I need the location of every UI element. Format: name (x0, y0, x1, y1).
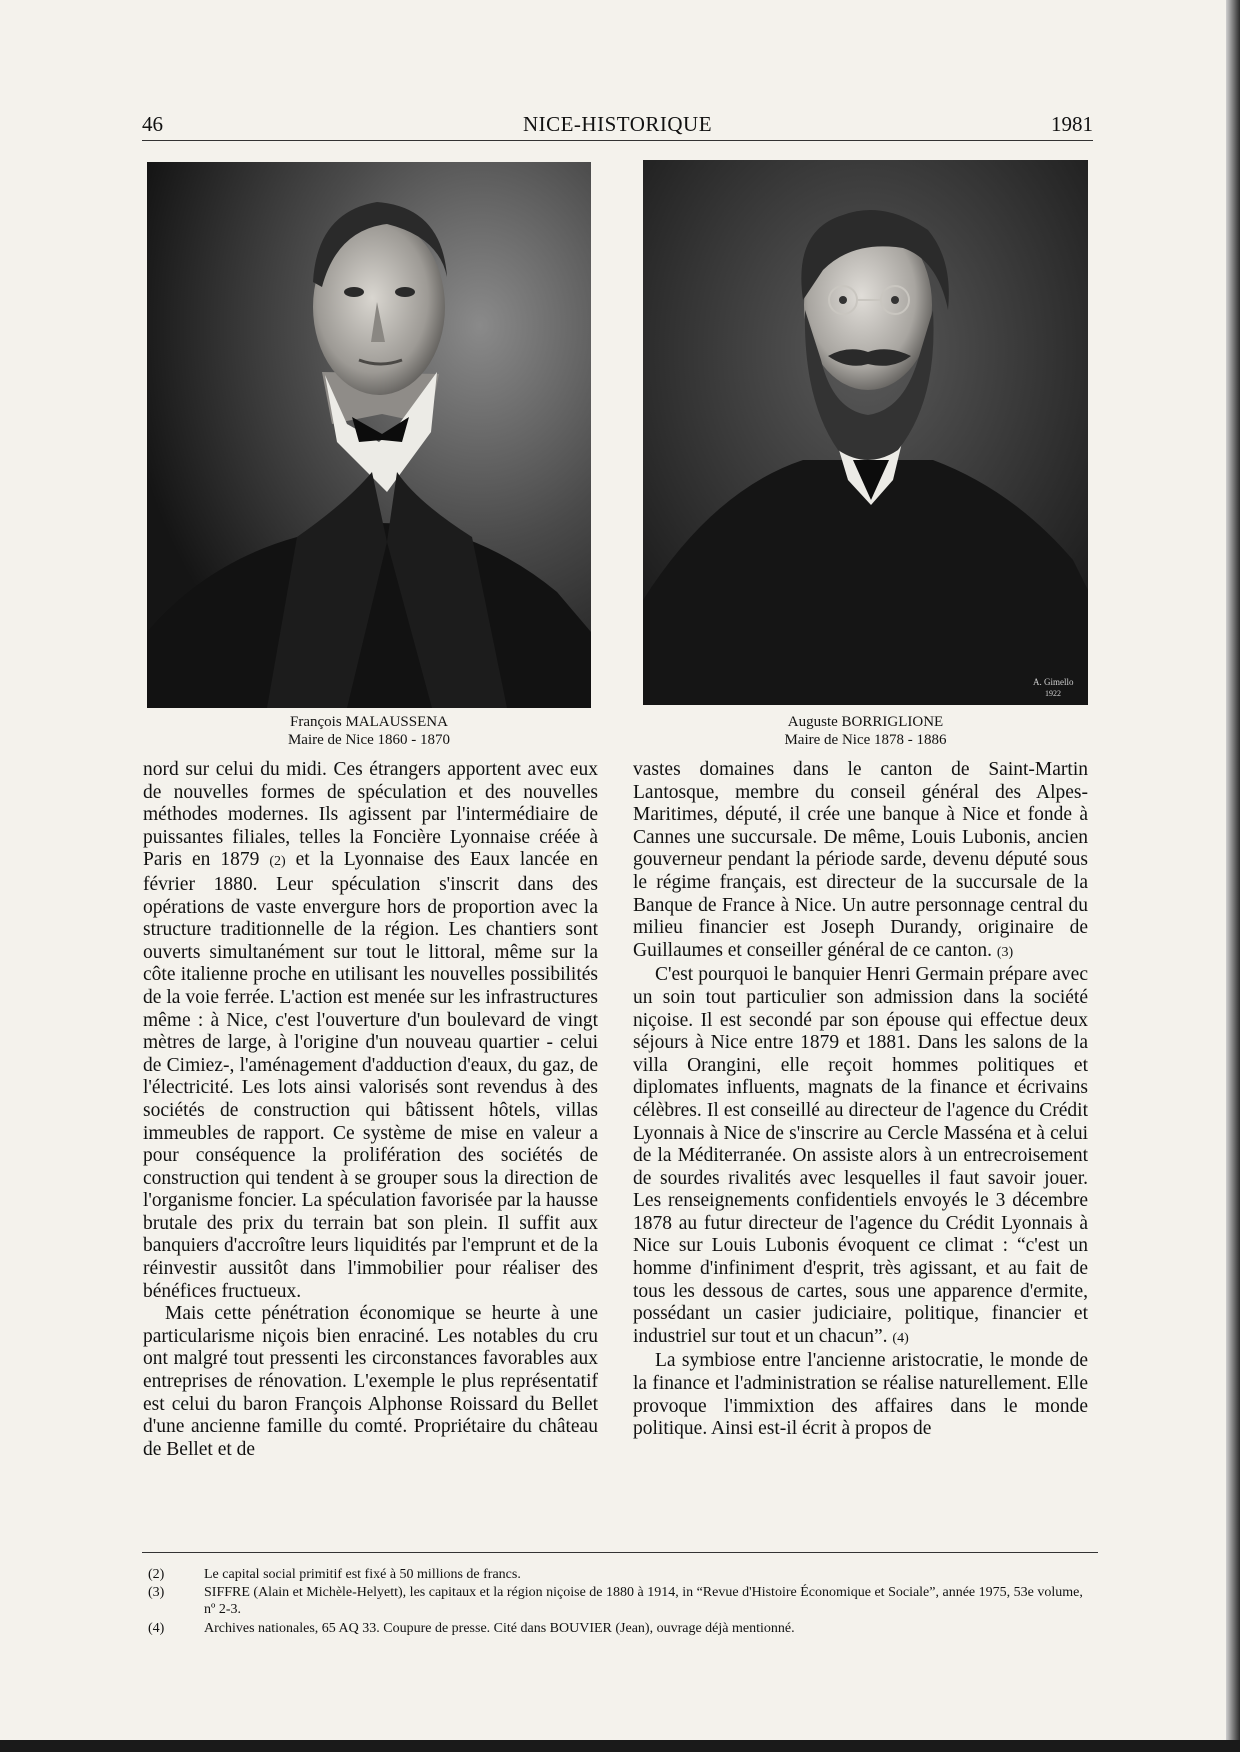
footnote-divider (142, 1552, 1098, 1553)
footnote-ref: (3) (996, 944, 1014, 960)
text-column-right (633, 759, 1088, 1441)
paragraph: Mais cette pénétration économique se heurte à une particularisme niçois bien enraciné. Les notables du cru ont malgré tout pressenti les circonstances favorables aux entreprises de rénovation. L'exemple le plus représentatif est celui du baron François Alphonse Roissard du Bellet d'une ancienne famille du comté. Propriétaire du château de Bellet et de (143, 1303, 598, 1460)
footnote-ref: (4) (892, 1330, 909, 1346)
caption-title: Maire de Nice 1860 - 1870 (287, 732, 451, 748)
caption-name: François MALAUSSENA (290, 714, 448, 730)
painter-signature: A. Gimello (1033, 677, 1074, 687)
caption-right (643, 713, 1088, 749)
caption-name: Auguste BORRIGLIONE (787, 714, 944, 730)
page-number: 46 (142, 112, 163, 136)
portrait-malaussena (147, 162, 591, 708)
scan-bottom-edge (0, 1740, 1240, 1752)
publication-year: 1981 (1051, 112, 1093, 136)
portrait-borriglione (643, 160, 1088, 705)
text-column-left (143, 759, 598, 1461)
journal-title: NICE-HISTORIQUE (522, 112, 713, 136)
caption-left (147, 713, 591, 749)
paragraph: nord sur celui du midi. Ces étrangers apportent avec eux de nouvelles formes de spéculation et des nouvelles méthodes modernes. Ils agissent par l'intermédiaire de puissantes filiales, telles la Foncière Lyonnaise créée à Paris en 1879 (2) et la Lyonnaise des Eaux lancée en février 1880. Leur spéculation s'inscrit dans des opérations de vaste envergure hors de proportion avec la structure traditionnelle de la région. Les chantiers sont ouverts simultanément sur tout le littoral, même sur la côte italienne proche en utilisant les nouvelles possibilités de la voie ferrée. L'action est menée sur les infrastructures même : à Nice, c'est l'ouverture d'un boulevard de vingt mètres de large, à l'origine d'un nouveau quartier - celui de Cimiez-, l'aménagement d'adduction d'eaux, du gaz, de l'électricité. Les lots ainsi valorisés sont revendus à des sociétés de construction qui bâtissent hôtels, villas immeubles de rapport. Ce système de mise en valeur a pour conséquence la prolifération des sociétés de construction qui tendent à se grouper sous la direction de l'organisme foncier. La spéculation favorisée par la hausse brutale des prix du terrain bat son plein. Il suffit aux banquiers d'accroître leurs liquidités par l'emprunt et de la réinvestir aussitôt dans l'immobilier pour réaliser des bénéfices fructueux. (143, 759, 599, 1302)
paragraph: vastes domaines dans le canton de Saint-Martin Lantosque, membre du conseil général des Alpes-Maritimes, député, il crée une banque à Nice et fonde à Cannes une succursale. De même, Louis Lubonis, ancien gouverneur pendant la période sarde, devenu député sous le régime français, est directeur de la succursale de la Banque de France à Nice. Un autre personnage central du milieu financier est Joseph Durandy, originaire de Guillaumes et conseiller général de ce canton. (3) (633, 759, 1088, 961)
paragraph: La symbiose entre l'ancienne aristocratie, le monde de la finance et l'administration se réalise naturellement. Elle provoque l'immixtion des affaires dans le monde politique. Ainsi est-il écrit à propos de (633, 1350, 1088, 1440)
svg-text:1922: 1922 (1045, 689, 1061, 698)
paragraph: C'est pourquoi le banquier Henri Germain prépare avec un soin tout particulier son admission dans la société niçoise. Il est secondé par son épouse qui effectue deux séjours à Nice entre 1879 et 1881. Dans les salons de la villa Orangini, elle reçoit hommes politiques et diplomates influents, magnats de la finance et écrivains célèbres. Il est conseillé au directeur de l'agence du Crédit Lyonnais à Nice de s'inscrire au Cercle Masséna et à celui de la Méditerranée. On assiste alors à un entrecroisement de sourdes rivalités avec lesquelles il faut savoir jouer. Les renseignements confidentiels envoyés le 3 décembre 1878 au futur directeur de l'agence du Crédit Lyonnais à Nice sur Louis Lubonis évoquent ce climat : “c'est un homme d'infiniment d'esprit, très agissant, et au fait de tous les dessous de cartes, sous une apparence d'ermite, possédant un casier judiciaire, politique, financier et industriel sur tout et un chacun”. (4) (633, 964, 1088, 1347)
footnote-ref: (2) (269, 854, 286, 870)
running-header (142, 108, 1093, 141)
scan-edge-shadow (1226, 0, 1240, 1752)
caption-title: Maire de Nice 1878 - 1886 (784, 732, 947, 748)
